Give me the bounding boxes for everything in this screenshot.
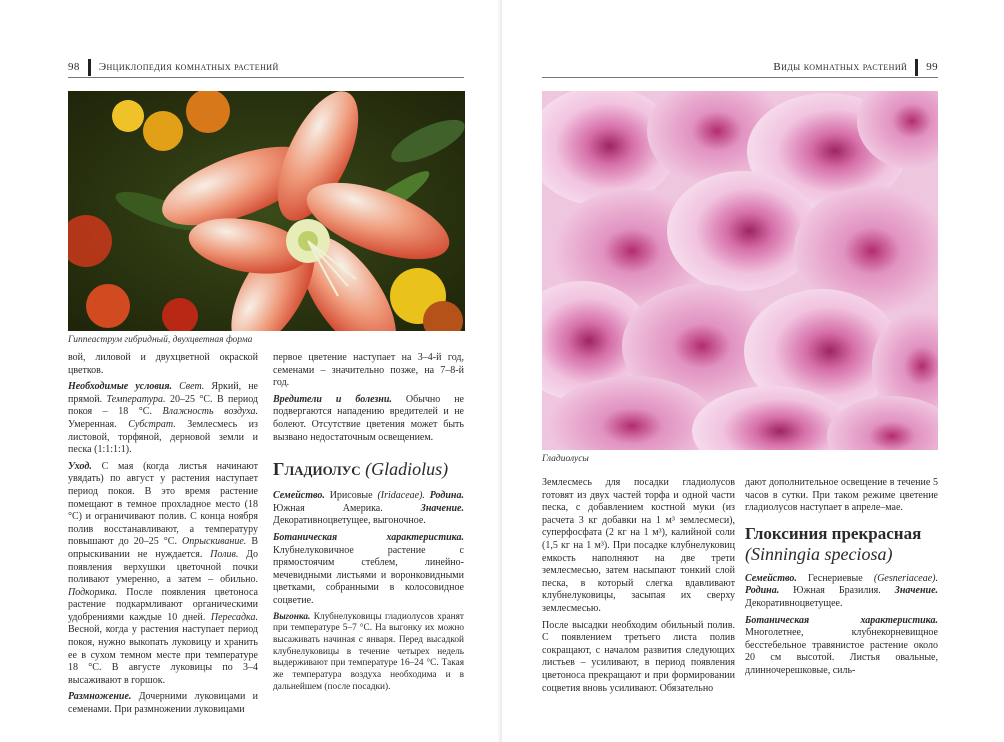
text: До появления верхушки цветочной почки поливают умеренно, а затем – обильно. <box>68 548 258 586</box>
right-running-header <box>542 57 938 78</box>
heading-latin: (Gladiolus) <box>365 459 449 480</box>
term: Полив. <box>202 548 239 560</box>
paragraph <box>273 490 464 528</box>
term: Свет. <box>172 381 205 393</box>
text: С мая (когда листья начинают увядать) по август у растения наступает период покоя. В это время растение помещают в темное прохладное место (18 °С) и ограничивают полив. С конца ноября полив восстанавливают, а температуру повышают до 20–25 °С. <box>68 460 258 548</box>
text: Клубнелуковичное растение с прямостоячим стеблем, линейно-мечевидными листьями и воронковидными цветками, собранными в колосовидное соцветие. <box>273 544 464 606</box>
run-in-head: Значение. <box>382 502 464 514</box>
section-heading-gloxinia <box>745 523 938 565</box>
text: Обычно не подвергаются нападению вредителей и не болеют. Отсутствие цветения может быть вызвано недостаточным освещением. <box>273 393 464 443</box>
run-in-head: Родина. <box>424 490 464 502</box>
term: Субстрат. <box>116 418 176 430</box>
text: Землесмесь для посадки гладиолусов готовят из двух частей торфа и одной части песка, с добавлением костной муки (из расчета 3 кг добавки на 1 м³ землесмеси), суперфосфата (2 кг на 1 м³), калийной соли (1,5 кг на 1 м³). При посадке клубнелуковиц емкость наполняют на две трети землесмесью, затем насыпают тонкий слой песка, в который слегка вдавливают клубнелуковицы, засыпая их сверху землесмесью. <box>542 477 735 614</box>
run-in-head: Семейство. <box>745 572 797 584</box>
term: Пересадка. <box>205 611 258 623</box>
left-page-number: 98 <box>68 61 80 73</box>
run-in-head: Семейство. <box>273 490 325 502</box>
text: Яркий, не прямой. <box>68 381 258 405</box>
term: Влажность воздуха. <box>151 406 259 418</box>
paragraph <box>68 352 258 377</box>
section-heading-gladiolus <box>273 458 464 480</box>
run-in-head: Ботаническая характеристика. <box>745 614 938 626</box>
paragraph <box>68 381 258 457</box>
header-divider <box>915 59 918 76</box>
text: Клубнелуковицы гладиолусов хранят при температуре 5–7 °С. На выгонку их можно высаживать начиная с января. Перед высадкой клубнелуковицы в течение четырех недель выдерживают при температуре 16–24 °С. Такая же температура воздуха необходима и в дальнейшем (после посадки). <box>273 611 464 692</box>
heading-text: Глоксиния прекрасная <box>745 523 922 543</box>
term: Подкормка. <box>68 586 118 598</box>
left-page-column-2 <box>273 352 464 697</box>
text: дают дополнительное освещение в течение 5 часов в сутки. При таком режиме цветение гладиолусов наступает в апреле–мае. <box>745 477 938 514</box>
heading-text: Гладиолус <box>273 459 361 480</box>
right-page-column-1 <box>542 477 735 699</box>
term: (Iridaceae). <box>372 490 425 502</box>
right-photo-caption: Гладиолусы <box>542 454 589 464</box>
text: Декоративноцветущее. <box>745 597 843 609</box>
text: Южная Америка. <box>273 502 383 514</box>
left-photo-caption: Гиппеаструм гибридный, двухцветная форма <box>68 335 253 345</box>
text: Южная Бразилия. <box>779 585 881 597</box>
run-in-head: Размножение. <box>68 691 132 703</box>
text: В опрыскивании не нуждается. <box>68 536 258 560</box>
paragraph <box>273 532 464 608</box>
left-running-header <box>68 57 464 78</box>
run-in-head: Необходимые условия. <box>68 381 173 393</box>
text: После высадки необходим обильный полив. С появлением третьего листа полив сокращают, с началом развития следующих листьев – усиливают, в период появления цветоноса прекращают и при формировании соцветия вновь усиливают. Обязательно <box>542 619 735 694</box>
paragraph <box>273 612 464 694</box>
term: (Gesneriaceae). <box>862 572 938 584</box>
text: вой, лиловой и двухцветной окраской цветков. <box>68 352 258 376</box>
text: Землесмесь из листовой, торфяной, дерновой земли и песка (1:1:1:1). <box>68 418 258 456</box>
right-page <box>502 0 1004 742</box>
paragraph <box>745 477 938 515</box>
run-in-head: Родина. <box>745 585 780 597</box>
right-page-column-2 <box>745 477 938 682</box>
text: После появления цветоноса растение подкармливают органическими удобрениями каждые 10 дней. <box>68 586 258 623</box>
paragraph <box>273 352 464 390</box>
gladiolus-photo <box>542 91 938 450</box>
text: Геснериевые <box>796 572 863 584</box>
paragraph <box>68 461 258 688</box>
paragraph <box>542 620 735 696</box>
text: Весной, когда у растения наступает период покоя, нужно выкопать луковицу и хранить ее в сухом темном месте при температуре 18 °С. В августе луковицы по 3–4 высаживают в горшок. <box>68 624 258 686</box>
run-in-head: Вредители и болезни. <box>273 393 392 405</box>
run-in-head: Значение. <box>880 585 939 597</box>
text: Многолетнее, клубнекорневищное бесстебельное травянистое растение около 20 см высотой. Листья овальные, длинночерешковые, силь- <box>745 627 938 676</box>
run-in-head: Выгонка. <box>273 611 311 622</box>
paragraph <box>273 394 464 444</box>
text: Дочерними луковицами и семенами. При размножении луковицами <box>68 691 258 716</box>
amaryllis-photo <box>68 91 465 331</box>
left-running-title: Энциклопедия комнатных растений <box>98 61 279 73</box>
text: Умеренная. <box>68 418 117 430</box>
paragraph <box>68 691 258 716</box>
text: первое цветение наступает на 3–4-й год, семенами – значительно позже, на 7–8-й год. <box>273 352 464 389</box>
text: 20–25 °С. В период покоя – 18 °С. <box>68 393 258 418</box>
gladiolus-illustration <box>542 91 938 450</box>
paragraph <box>745 573 938 611</box>
run-in-head: Ботаническая характеристика. <box>273 531 464 543</box>
heading-latin: (Sinningia speciosa) <box>745 543 893 564</box>
text: Декоративноцветущее, выгоночное. <box>273 515 426 527</box>
right-page-number: 99 <box>926 61 938 73</box>
left-page-column-1 <box>68 352 258 721</box>
term: Опрыскивание. <box>176 536 247 548</box>
right-running-title: Виды комнатных растений <box>773 61 908 73</box>
paragraph <box>542 477 735 616</box>
paragraph <box>745 615 938 678</box>
text: Ирисовые <box>324 490 373 502</box>
amaryllis-illustration <box>68 91 465 331</box>
header-divider <box>88 59 91 76</box>
term: Температура. <box>102 393 166 405</box>
run-in-head: Уход. <box>68 460 92 472</box>
